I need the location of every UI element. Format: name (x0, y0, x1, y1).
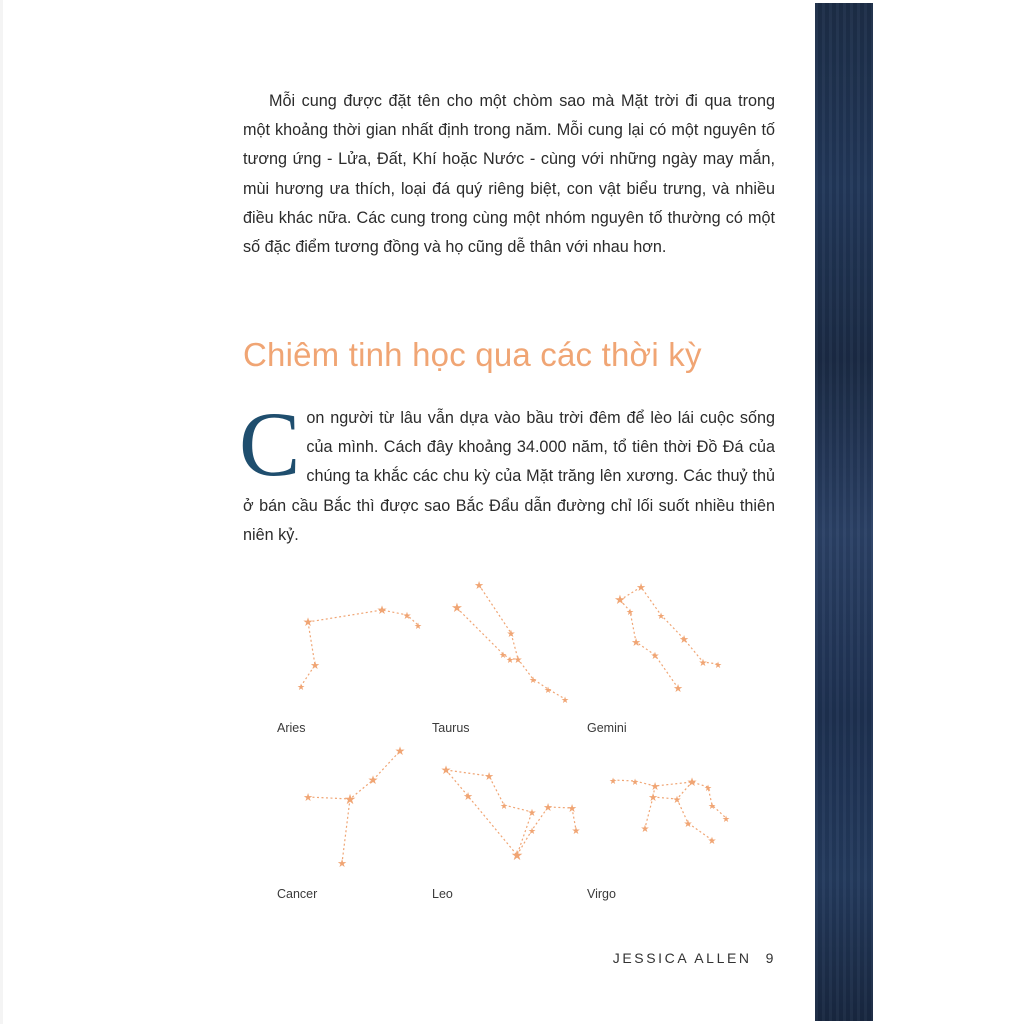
star-icon: ★ (713, 660, 723, 670)
star-icon: ★ (296, 682, 306, 692)
navy-watercolor-strip (815, 3, 873, 1021)
star-icon: ★ (543, 685, 553, 695)
star-icon: ★ (686, 775, 698, 789)
cancer-constellation (295, 740, 415, 870)
star-icon: ★ (440, 763, 452, 777)
star-icon: ★ (656, 611, 666, 621)
author-name: JESSICA ALLEN (612, 950, 752, 966)
star-icon: ★ (499, 801, 509, 811)
star-icon: ★ (703, 783, 713, 793)
gemini-constellation (600, 575, 735, 700)
star-icon: ★ (640, 824, 650, 835)
cancer-label: Cancer (277, 887, 318, 901)
star-icon: ★ (505, 655, 515, 665)
page-edge (0, 0, 3, 1024)
star-icon: ★ (527, 826, 537, 836)
star-icon: ★ (343, 791, 357, 807)
star-icon: ★ (707, 836, 717, 847)
star-icon: ★ (506, 629, 516, 640)
star-icon: ★ (367, 773, 379, 787)
star-icon: ★ (376, 603, 388, 617)
star-icon: ★ (527, 808, 537, 819)
page-number: 9 (765, 950, 776, 966)
star-icon: ★ (451, 600, 463, 615)
star-icon: ★ (474, 580, 484, 592)
taurus-label: Taurus (432, 721, 470, 735)
star-icon: ★ (303, 792, 313, 804)
star-icon: ★ (543, 802, 553, 814)
virgo-constellation (600, 765, 740, 860)
star-icon: ★ (302, 615, 314, 629)
star-icon: ★ (337, 858, 347, 870)
taurus-constellation (445, 575, 580, 710)
star-icon: ★ (679, 634, 689, 646)
star-icon: ★ (463, 791, 473, 803)
star-icon: ★ (571, 826, 581, 837)
intro-paragraph: Mỗi cung được đặt tên cho một chòm sao mà Mặt trời đi qua trong một khoảng thời gian nhất định trong năm. Mỗi cung lại có một nguyên tố tương ứng - Lửa, Đất, Khí hoặc Nước - cùng với những ngày may mắn, mùi hương ưa thích, loại đá quý riêng biệt, con vật biểu trưng, và nhiều điều khác nữa. Các cung trong cùng một nhóm nguyên tố thường có một số đặc điểm tương đồng và họ cũng dễ thân với nhau hơn. (243, 92, 775, 257)
star-icon: ★ (528, 675, 538, 685)
star-icon: ★ (498, 650, 508, 660)
star-icon: ★ (630, 777, 640, 787)
star-icon: ★ (698, 658, 708, 669)
star-icon: ★ (672, 795, 682, 806)
drop-cap: C (239, 393, 301, 495)
aries-label: Aries (277, 721, 306, 735)
history-paragraph-text: on người từ lâu vẫn dựa vào bầu trời đêm để lèo lái cuộc sống của mình. Cách đây khoảng 34.000 năm, tổ tiên thời Đồ Đá của chúng ta khắc các chu kỳ của Mặt trăng lên xương. Các thuỷ thủ ở bán cầu Bắc thì được sao Bắc Đẩu dẫn đường chỉ lối suốt nhiều thiên niên kỷ. (243, 409, 775, 544)
star-icon: ★ (707, 801, 717, 811)
star-icon: ★ (636, 582, 646, 594)
star-icon: ★ (513, 655, 523, 666)
star-icon: ★ (310, 660, 320, 672)
star-icon: ★ (614, 592, 626, 607)
star-icon: ★ (413, 621, 423, 631)
star-icon: ★ (394, 744, 406, 758)
virgo-label: Virgo (587, 887, 616, 901)
page-footer (613, 950, 776, 966)
leo-constellation (432, 755, 587, 870)
star-icon: ★ (510, 847, 524, 863)
gemini-label: Gemini (587, 721, 627, 735)
star-icon: ★ (650, 651, 660, 662)
star-icon: ★ (631, 637, 641, 649)
aries-constellation (290, 575, 430, 700)
star-icon: ★ (721, 814, 731, 824)
star-icon: ★ (484, 771, 494, 783)
star-icon: ★ (402, 611, 412, 622)
history-paragraph (239, 393, 775, 550)
star-icon: ★ (560, 695, 570, 705)
star-icon: ★ (648, 792, 658, 804)
section-heading: Chiêm tinh học qua các thời kỳ (243, 336, 702, 373)
star-icon: ★ (683, 819, 693, 830)
star-icon: ★ (673, 683, 683, 695)
leo-label: Leo (432, 887, 453, 901)
star-icon: ★ (650, 781, 660, 793)
star-icon: ★ (625, 607, 635, 617)
star-icon: ★ (608, 776, 618, 786)
star-icon: ★ (567, 803, 577, 815)
